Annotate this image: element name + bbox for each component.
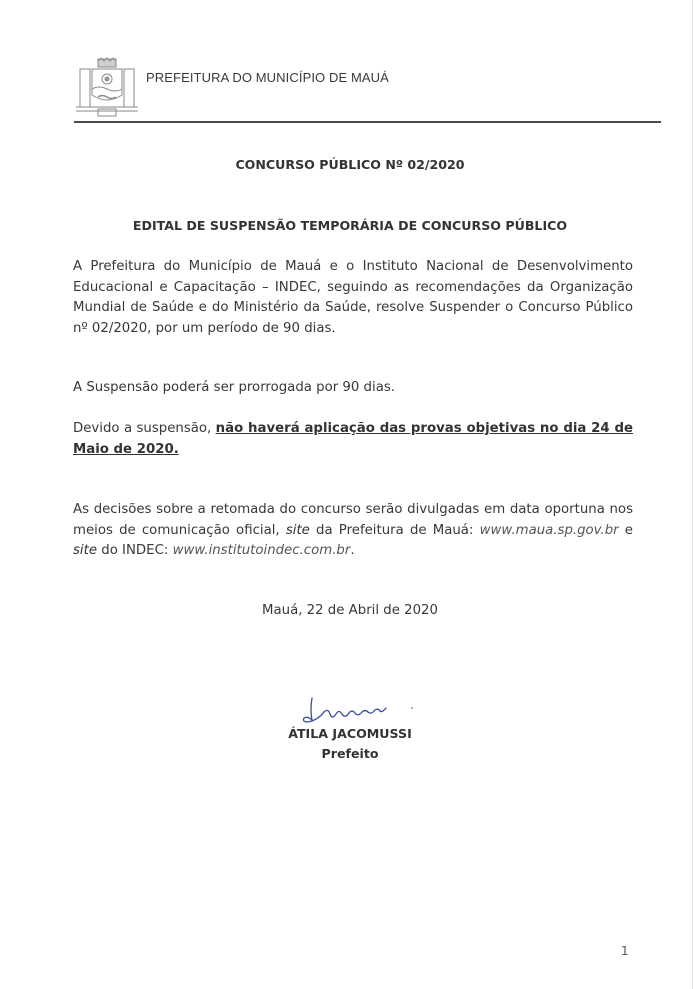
exam-notice-lead: Devido a suspensão, bbox=[73, 421, 216, 436]
header-divider bbox=[74, 121, 661, 123]
paragraph-suspension: A Prefeitura do Município de Mauá e o Instituto Nacional de Desenvolvimento Educacional e Capacitação – INDEC, seguindo as recomendações da Organização Mundial de Saúde e do Ministério da Saúde, resolve Suspender o Concurso Público nº 02/2020, por um período de 90 dias. bbox=[73, 259, 633, 336]
paragraph-extension: A Suspensão poderá ser prorrogada por 90 dias. bbox=[73, 380, 395, 395]
organization-name: PREFEITURA DO MUNICÍPIO DE MAUÁ bbox=[146, 70, 389, 85]
notice-title: EDITAL DE SUSPENSÃO TEMPORÁRIA DE CONCURSO PÚBLICO bbox=[132, 218, 568, 233]
coat-of-arms-icon bbox=[74, 57, 140, 119]
announcement-text: do INDEC: bbox=[97, 543, 173, 558]
signer-name: ÁTILA JACOMUSSI bbox=[288, 726, 412, 741]
announcement-text: . bbox=[350, 543, 355, 558]
handwritten-signature-icon bbox=[300, 694, 430, 726]
exam-notice-emphasis: não haverá aplicação das provas objetivas no dia 24 de Maio de 2020. bbox=[73, 421, 633, 457]
paragraph-announcements bbox=[73, 500, 633, 562]
maua-website-link[interactable]: www.maua.sp.gov.br bbox=[479, 522, 619, 538]
place-and-date: Mauá, 22 de Abril de 2020 bbox=[262, 603, 438, 618]
site-word: site bbox=[73, 543, 98, 558]
announcement-text: e bbox=[618, 522, 633, 538]
signer-role: Prefeito bbox=[321, 746, 379, 761]
scan-edge-line bbox=[692, 0, 693, 989]
site-word: site bbox=[285, 522, 310, 538]
letterhead bbox=[74, 57, 662, 123]
paragraph-exam-cancelled bbox=[73, 419, 633, 460]
page-number: 1 bbox=[621, 944, 629, 958]
announcement-text: As decisões sobre a retomada do concurso serão divulgadas em data oportuna nos meios de comunicação oficial, bbox=[73, 502, 633, 538]
announcement-text: da Prefeitura de Mauá: bbox=[309, 522, 480, 538]
indec-website-link[interactable]: www.institutoindec.com.br bbox=[172, 543, 351, 558]
contest-title: CONCURSO PÚBLICO Nº 02/2020 bbox=[235, 157, 465, 172]
